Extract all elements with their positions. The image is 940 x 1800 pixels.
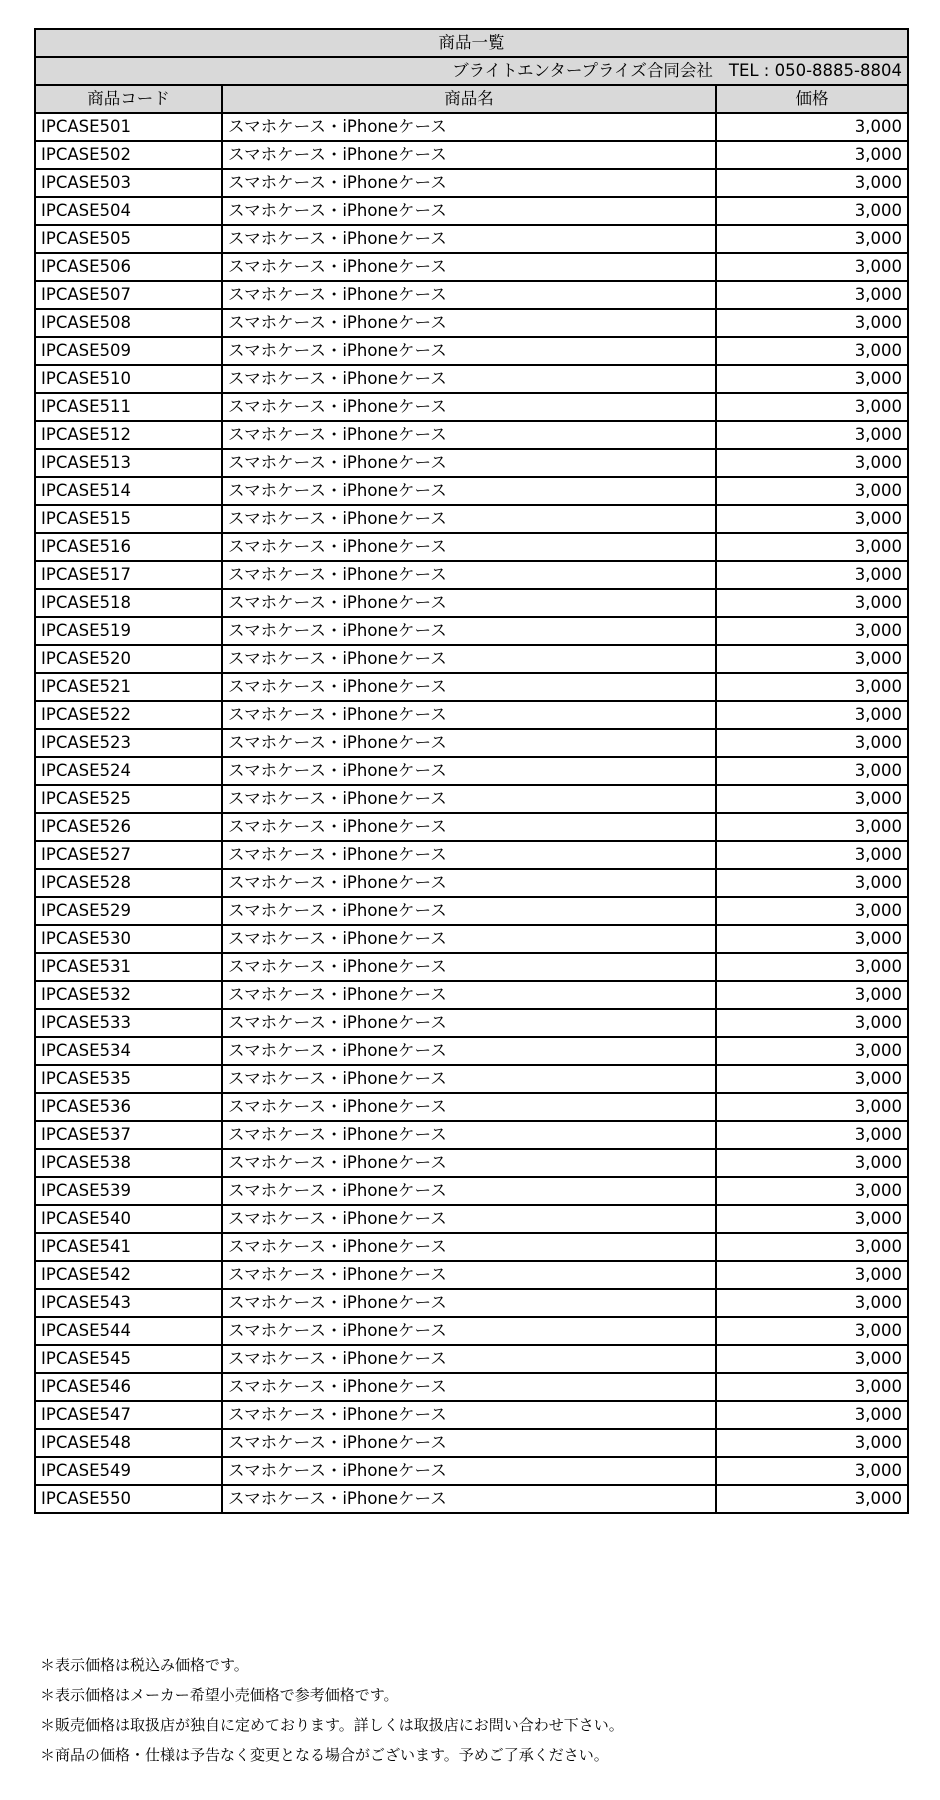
product-name-cell: スマホケース・iPhoneケース [222, 533, 716, 561]
product-price-cell: 3,000 [716, 1317, 908, 1345]
product-name-cell: スマホケース・iPhoneケース [222, 1289, 716, 1317]
product-price-cell: 3,000 [716, 701, 908, 729]
product-price-cell: 3,000 [716, 309, 908, 337]
product-code-cell: IPCASE536 [35, 1093, 222, 1121]
table-row [35, 533, 908, 561]
table-row [35, 1317, 908, 1345]
product-price-cell: 3,000 [716, 561, 908, 589]
product-name-cell: スマホケース・iPhoneケース [222, 589, 716, 617]
product-code-cell: IPCASE522 [35, 701, 222, 729]
table-row [35, 673, 908, 701]
column-header-code: 商品コード [35, 85, 222, 113]
table-row [35, 1205, 908, 1233]
product-code-cell: IPCASE521 [35, 673, 222, 701]
product-name-cell: スマホケース・iPhoneケース [222, 1485, 716, 1513]
product-code-cell: IPCASE505 [35, 225, 222, 253]
table-row [35, 1457, 908, 1485]
product-price-cell: 3,000 [716, 1121, 908, 1149]
table-row [35, 141, 908, 169]
product-name-cell: スマホケース・iPhoneケース [222, 869, 716, 897]
table-row [35, 1429, 908, 1457]
notes-section [40, 1650, 624, 1770]
product-name-cell: スマホケース・iPhoneケース [222, 673, 716, 701]
product-price-cell: 3,000 [716, 1205, 908, 1233]
table-row [35, 197, 908, 225]
product-code-cell: IPCASE541 [35, 1233, 222, 1261]
product-price-cell: 3,000 [716, 869, 908, 897]
product-price-cell: 3,000 [716, 813, 908, 841]
product-code-cell: IPCASE518 [35, 589, 222, 617]
table-row [35, 617, 908, 645]
product-price-cell: 3,000 [716, 1093, 908, 1121]
product-code-cell: IPCASE502 [35, 141, 222, 169]
product-name-cell: スマホケース・iPhoneケース [222, 1177, 716, 1205]
product-name-cell: スマホケース・iPhoneケース [222, 197, 716, 225]
product-code-cell: IPCASE550 [35, 1485, 222, 1513]
column-header-price: 価格 [716, 85, 908, 113]
product-name-cell: スマホケース・iPhoneケース [222, 1093, 716, 1121]
product-code-cell: IPCASE544 [35, 1317, 222, 1345]
product-price-cell: 3,000 [716, 1233, 908, 1261]
product-code-cell: IPCASE533 [35, 1009, 222, 1037]
product-code-cell: IPCASE538 [35, 1149, 222, 1177]
table-row [35, 1037, 908, 1065]
product-name-cell: スマホケース・iPhoneケース [222, 253, 716, 281]
table-row [35, 477, 908, 505]
table-row [35, 1121, 908, 1149]
table-row [35, 1177, 908, 1205]
table-row [35, 841, 908, 869]
product-price-cell: 3,000 [716, 981, 908, 1009]
product-price-cell: 3,000 [716, 841, 908, 869]
note-line: ＊販売価格は取扱店が独自に定めております。詳しくは取扱店にお問い合わせ下さい。 [40, 1716, 624, 1734]
product-price-cell: 3,000 [716, 505, 908, 533]
company-tel: TEL : 050-8885-8804 [728, 61, 902, 80]
product-name-cell: スマホケース・iPhoneケース [222, 701, 716, 729]
product-price-cell: 3,000 [716, 897, 908, 925]
product-code-cell: IPCASE549 [35, 1457, 222, 1485]
table-body [35, 113, 908, 1513]
product-name-cell: スマホケース・iPhoneケース [222, 477, 716, 505]
table-title: 商品一覧 [35, 29, 908, 57]
product-price-cell: 3,000 [716, 589, 908, 617]
table-row [35, 1261, 908, 1289]
product-name-cell: スマホケース・iPhoneケース [222, 729, 716, 757]
product-code-cell: IPCASE517 [35, 561, 222, 589]
product-name-cell: スマホケース・iPhoneケース [222, 1317, 716, 1345]
note-line: ＊表示価格はメーカー希望小売価格で参考価格です。 [40, 1686, 399, 1704]
company-info [35, 57, 908, 85]
product-code-cell: IPCASE520 [35, 645, 222, 673]
table-row [35, 953, 908, 981]
table-row [35, 1065, 908, 1093]
column-header-row [35, 85, 908, 113]
table-row [35, 925, 908, 953]
table-row [35, 981, 908, 1009]
product-code-cell: IPCASE543 [35, 1289, 222, 1317]
product-price-cell: 3,000 [716, 365, 908, 393]
product-code-cell: IPCASE535 [35, 1065, 222, 1093]
product-name-cell: スマホケース・iPhoneケース [222, 1457, 716, 1485]
product-name-cell: スマホケース・iPhoneケース [222, 1121, 716, 1149]
product-code-cell: IPCASE507 [35, 281, 222, 309]
product-price-cell: 3,000 [716, 1373, 908, 1401]
table-row [35, 897, 908, 925]
product-name-cell: スマホケース・iPhoneケース [222, 1149, 716, 1177]
table-row [35, 337, 908, 365]
table-row [35, 1485, 908, 1513]
product-price-cell: 3,000 [716, 1289, 908, 1317]
table-row [35, 169, 908, 197]
product-name-cell: スマホケース・iPhoneケース [222, 1261, 716, 1289]
product-code-cell: IPCASE519 [35, 617, 222, 645]
table-row [35, 589, 908, 617]
product-name-cell: スマホケース・iPhoneケース [222, 841, 716, 869]
product-code-cell: IPCASE532 [35, 981, 222, 1009]
product-price-cell: 3,000 [716, 1401, 908, 1429]
table-row [35, 225, 908, 253]
product-price-cell: 3,000 [716, 533, 908, 561]
product-name-cell: スマホケース・iPhoneケース [222, 1373, 716, 1401]
product-code-cell: IPCASE526 [35, 813, 222, 841]
product-code-cell: IPCASE508 [35, 309, 222, 337]
product-price-cell: 3,000 [716, 197, 908, 225]
product-price-cell: 3,000 [716, 337, 908, 365]
product-name-cell: スマホケース・iPhoneケース [222, 981, 716, 1009]
product-name-cell: スマホケース・iPhoneケース [222, 113, 716, 141]
table-row [35, 505, 908, 533]
company-name: ブライトエンタープライズ合同会社 [452, 61, 713, 80]
product-code-cell: IPCASE509 [35, 337, 222, 365]
table-row [35, 561, 908, 589]
column-header-name: 商品名 [222, 85, 716, 113]
note-line: ＊商品の価格・仕様は予告なく変更となる場合がございます。予めご了承ください。 [40, 1746, 609, 1764]
table-row [35, 785, 908, 813]
table-row [35, 1373, 908, 1401]
product-code-cell: IPCASE510 [35, 365, 222, 393]
product-price-cell: 3,000 [716, 1485, 908, 1513]
product-name-cell: スマホケース・iPhoneケース [222, 281, 716, 309]
product-code-cell: IPCASE540 [35, 1205, 222, 1233]
product-code-cell: IPCASE524 [35, 757, 222, 785]
product-name-cell: スマホケース・iPhoneケース [222, 309, 716, 337]
product-code-cell: IPCASE511 [35, 393, 222, 421]
product-price-cell: 3,000 [716, 1065, 908, 1093]
product-code-cell: IPCASE542 [35, 1261, 222, 1289]
product-name-cell: スマホケース・iPhoneケース [222, 1401, 716, 1429]
product-price-cell: 3,000 [716, 645, 908, 673]
product-code-cell: IPCASE539 [35, 1177, 222, 1205]
product-name-cell: スマホケース・iPhoneケース [222, 1009, 716, 1037]
product-code-cell: IPCASE546 [35, 1373, 222, 1401]
product-code-cell: IPCASE516 [35, 533, 222, 561]
table-row [35, 729, 908, 757]
table-row [35, 1345, 908, 1373]
product-price-cell: 3,000 [716, 757, 908, 785]
product-name-cell: スマホケース・iPhoneケース [222, 1345, 716, 1373]
table-row [35, 365, 908, 393]
product-price-cell: 3,000 [716, 729, 908, 757]
product-price-cell: 3,000 [716, 281, 908, 309]
product-code-cell: IPCASE534 [35, 1037, 222, 1065]
product-name-cell: スマホケース・iPhoneケース [222, 1233, 716, 1261]
product-code-cell: IPCASE513 [35, 449, 222, 477]
product-code-cell: IPCASE501 [35, 113, 222, 141]
table-row [35, 1401, 908, 1429]
table-row [35, 1149, 908, 1177]
product-code-cell: IPCASE548 [35, 1429, 222, 1457]
table-row [35, 645, 908, 673]
table-row [35, 113, 908, 141]
product-code-cell: IPCASE525 [35, 785, 222, 813]
table-row [35, 421, 908, 449]
product-price-cell: 3,000 [716, 925, 908, 953]
product-price-cell: 3,000 [716, 673, 908, 701]
product-price-cell: 3,000 [716, 421, 908, 449]
product-name-cell: スマホケース・iPhoneケース [222, 505, 716, 533]
product-price-cell: 3,000 [716, 449, 908, 477]
product-code-cell: IPCASE515 [35, 505, 222, 533]
table-row [35, 701, 908, 729]
product-price-cell: 3,000 [716, 141, 908, 169]
product-code-cell: IPCASE527 [35, 841, 222, 869]
product-price-cell: 3,000 [716, 953, 908, 981]
product-price-cell: 3,000 [716, 1149, 908, 1177]
table-row [35, 253, 908, 281]
product-price-cell: 3,000 [716, 113, 908, 141]
table-row [35, 1289, 908, 1317]
product-name-cell: スマホケース・iPhoneケース [222, 925, 716, 953]
product-price-cell: 3,000 [716, 1345, 908, 1373]
product-price-cell: 3,000 [716, 1009, 908, 1037]
product-code-cell: IPCASE530 [35, 925, 222, 953]
product-code-cell: IPCASE545 [35, 1345, 222, 1373]
note-line: ＊表示価格は税込み価格です。 [40, 1656, 249, 1674]
table-row [35, 757, 908, 785]
product-name-cell: スマホケース・iPhoneケース [222, 617, 716, 645]
product-price-cell: 3,000 [716, 169, 908, 197]
product-code-cell: IPCASE503 [35, 169, 222, 197]
product-price-cell: 3,000 [716, 393, 908, 421]
product-code-cell: IPCASE531 [35, 953, 222, 981]
product-price-cell: 3,000 [716, 1037, 908, 1065]
product-price-cell: 3,000 [716, 617, 908, 645]
product-name-cell: スマホケース・iPhoneケース [222, 953, 716, 981]
product-name-cell: スマホケース・iPhoneケース [222, 449, 716, 477]
company-info-row [35, 57, 908, 85]
table-row [35, 449, 908, 477]
product-price-cell: 3,000 [716, 1457, 908, 1485]
product-code-cell: IPCASE504 [35, 197, 222, 225]
product-code-cell: IPCASE537 [35, 1121, 222, 1149]
product-name-cell: スマホケース・iPhoneケース [222, 1205, 716, 1233]
product-price-cell: 3,000 [716, 1177, 908, 1205]
product-name-cell: スマホケース・iPhoneケース [222, 365, 716, 393]
product-name-cell: スマホケース・iPhoneケース [222, 141, 716, 169]
product-name-cell: スマホケース・iPhoneケース [222, 337, 716, 365]
product-name-cell: スマホケース・iPhoneケース [222, 169, 716, 197]
table-row [35, 1009, 908, 1037]
product-code-cell: IPCASE514 [35, 477, 222, 505]
product-name-cell: スマホケース・iPhoneケース [222, 561, 716, 589]
product-price-cell: 3,000 [716, 225, 908, 253]
product-name-cell: スマホケース・iPhoneケース [222, 645, 716, 673]
product-name-cell: スマホケース・iPhoneケース [222, 1065, 716, 1093]
product-name-cell: スマホケース・iPhoneケース [222, 421, 716, 449]
product-name-cell: スマホケース・iPhoneケース [222, 393, 716, 421]
product-name-cell: スマホケース・iPhoneケース [222, 225, 716, 253]
product-price-cell: 3,000 [716, 1429, 908, 1457]
product-code-cell: IPCASE529 [35, 897, 222, 925]
table-row [35, 309, 908, 337]
product-price-cell: 3,000 [716, 785, 908, 813]
product-name-cell: スマホケース・iPhoneケース [222, 813, 716, 841]
table-row [35, 869, 908, 897]
table-row [35, 1233, 908, 1261]
table-row [35, 281, 908, 309]
product-name-cell: スマホケース・iPhoneケース [222, 757, 716, 785]
product-price-cell: 3,000 [716, 1261, 908, 1289]
product-price-cell: 3,000 [716, 477, 908, 505]
product-price-cell: 3,000 [716, 253, 908, 281]
product-code-cell: IPCASE512 [35, 421, 222, 449]
table-row [35, 1093, 908, 1121]
table-row [35, 393, 908, 421]
product-name-cell: スマホケース・iPhoneケース [222, 1429, 716, 1457]
table-row [35, 813, 908, 841]
product-name-cell: スマホケース・iPhoneケース [222, 897, 716, 925]
product-list-table [34, 28, 909, 1514]
product-name-cell: スマホケース・iPhoneケース [222, 1037, 716, 1065]
product-code-cell: IPCASE506 [35, 253, 222, 281]
product-name-cell: スマホケース・iPhoneケース [222, 785, 716, 813]
product-code-cell: IPCASE547 [35, 1401, 222, 1429]
table-title-row [35, 29, 908, 57]
product-code-cell: IPCASE523 [35, 729, 222, 757]
product-code-cell: IPCASE528 [35, 869, 222, 897]
